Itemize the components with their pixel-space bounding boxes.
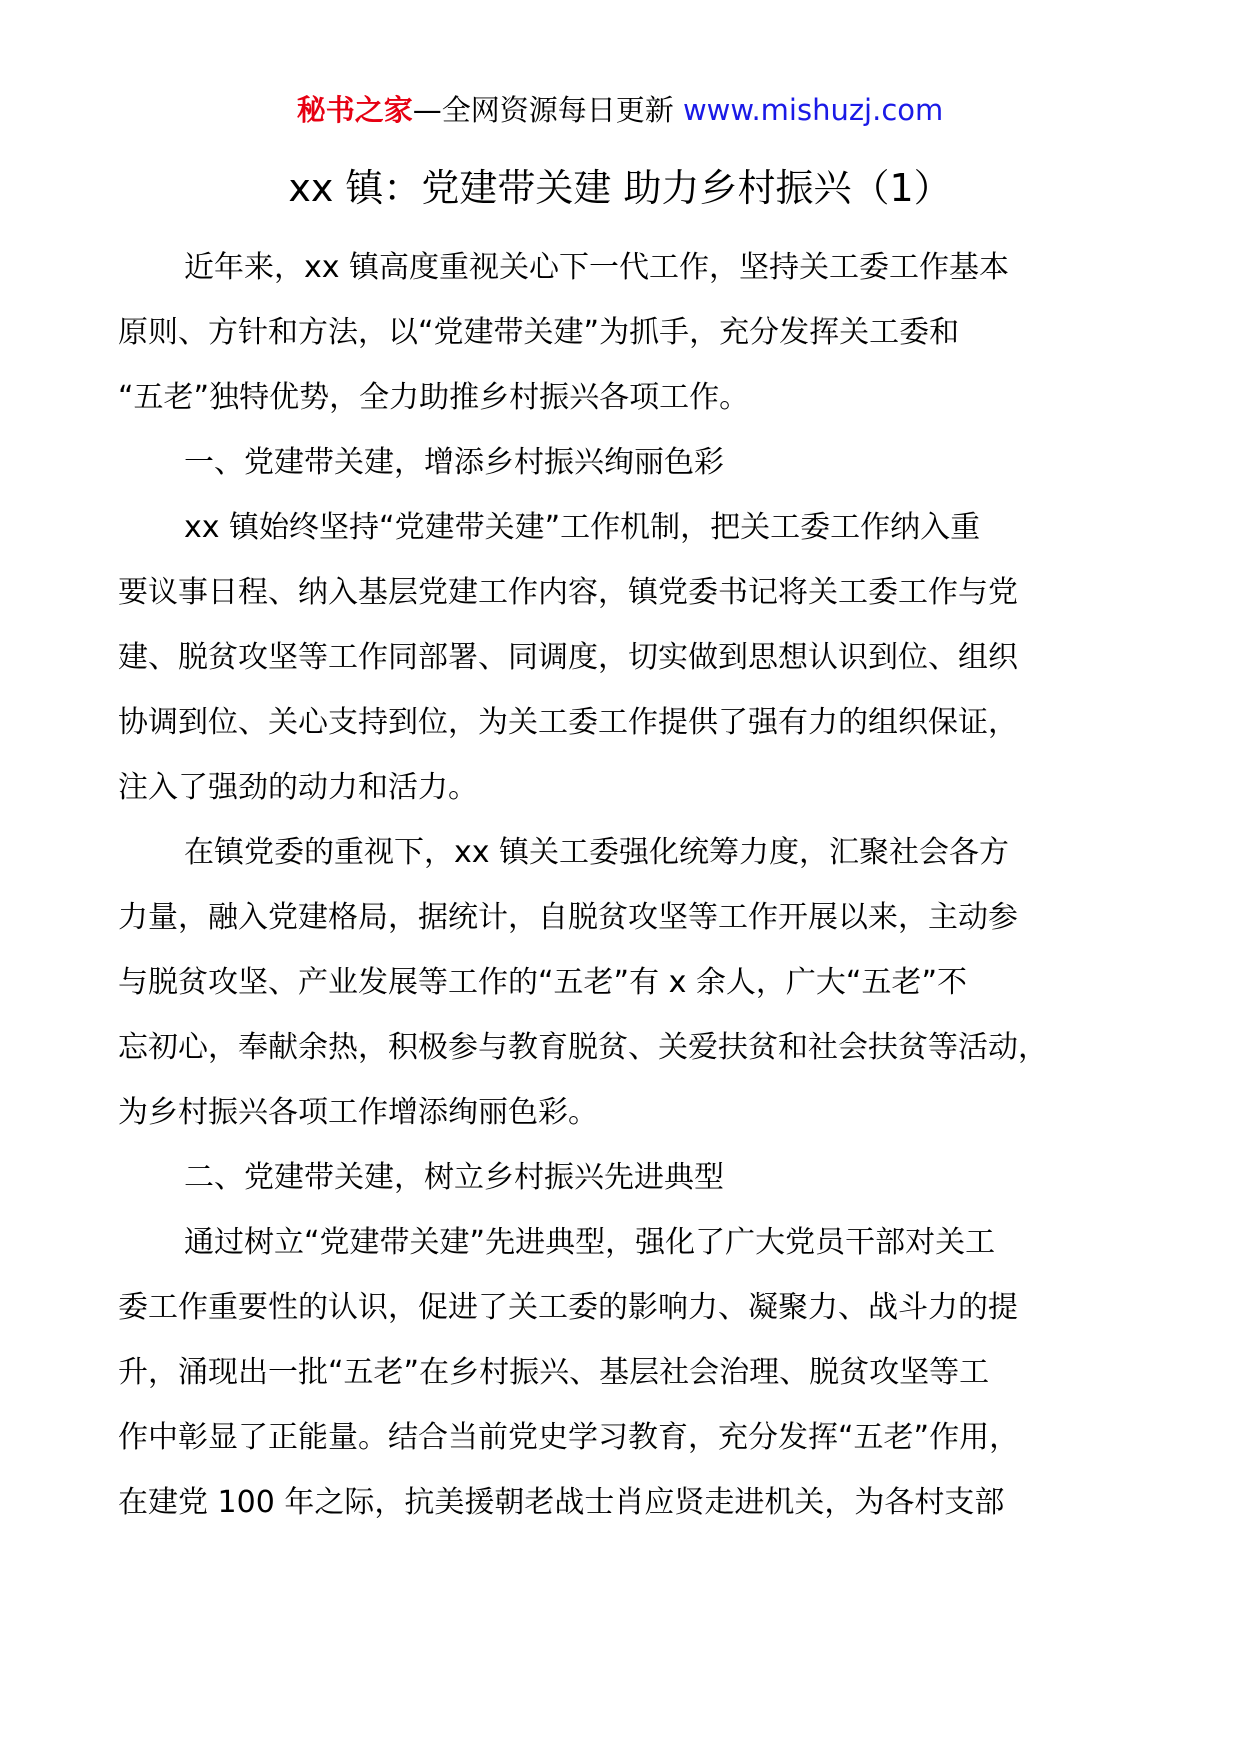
site-url[interactable]: www.mishuzj.com	[682, 93, 944, 127]
paragraph-line: xx 镇始终坚持“党建带关建”工作机制，把关工委工作纳入重	[184, 510, 981, 545]
paragraph-line: 升，涌现出一批“五老”在乡村振兴、基层社会治理、脱贫攻坚等工	[118, 1355, 990, 1390]
paragraph-line: 与脱贫攻坚、产业发展等工作的“五老”有 x 余人，广大“五老”不	[118, 965, 967, 1000]
paragraph-line: 建、脱贫攻坚等工作同部署、同调度，切实做到思想认识到位、组织	[118, 640, 1018, 675]
paragraph-line: 力量，融入党建格局，据统计，自脱贫攻坚等工作开展以来，主动参	[118, 900, 1018, 935]
paragraph-line: 为乡村振兴各项工作增添绚丽色彩。	[118, 1095, 598, 1130]
paragraph-line: 要议事日程、纳入基层党建工作内容，镇党委书记将关工委工作与党	[118, 575, 1018, 610]
document-title: xx 镇：党建带关建 助力乡村振兴（1）	[288, 166, 952, 210]
site-tagline: —全网资源每日更新	[412, 93, 674, 127]
paragraph-line: “五老”独特优势，全力助推乡村振兴各项工作。	[118, 380, 750, 415]
paragraph-line: 委工作重要性的认识，促进了关工委的影响力、凝聚力、战斗力的提	[118, 1290, 1018, 1325]
site-header	[0, 88, 1240, 132]
paragraph-line: 近年来，xx 镇高度重视关心下一代工作，坚持关工委工作基本	[184, 250, 1010, 285]
paragraph-line: 协调到位、关心支持到位，为关工委工作提供了强有力的组织保证，	[118, 705, 1018, 740]
paragraph-line: 作中彰显了正能量。结合当前党史学习教育，充分发挥“五老”作用，	[118, 1420, 1020, 1455]
brand-name: 秘书之家	[296, 93, 413, 127]
paragraph-line: 原则、方针和方法，以“党建带关建”为抓手，充分发挥关工委和	[118, 315, 960, 350]
paragraph-line: 在建党 100 年之际，抗美援朝老战士肖应贤走进机关，为各村支部	[118, 1485, 1005, 1520]
paragraph-line: 注入了强劲的动力和活力。	[118, 770, 478, 805]
section-heading: 一、党建带关建，增添乡村振兴绚丽色彩	[184, 445, 724, 480]
paragraph-line: 忘初心，奉献余热，积极参与教育脱贫、关爱扶贫和社会扶贫等活动，	[118, 1030, 1048, 1065]
section-heading: 二、党建带关建，树立乡村振兴先进典型	[184, 1160, 724, 1195]
paragraph-line: 在镇党委的重视下，xx 镇关工委强化统筹力度，汇聚社会各方	[184, 835, 1010, 870]
paragraph-line: 通过树立“党建带关建”先进典型，强化了广大党员干部对关工	[184, 1225, 996, 1260]
document-body	[118, 235, 1148, 1535]
